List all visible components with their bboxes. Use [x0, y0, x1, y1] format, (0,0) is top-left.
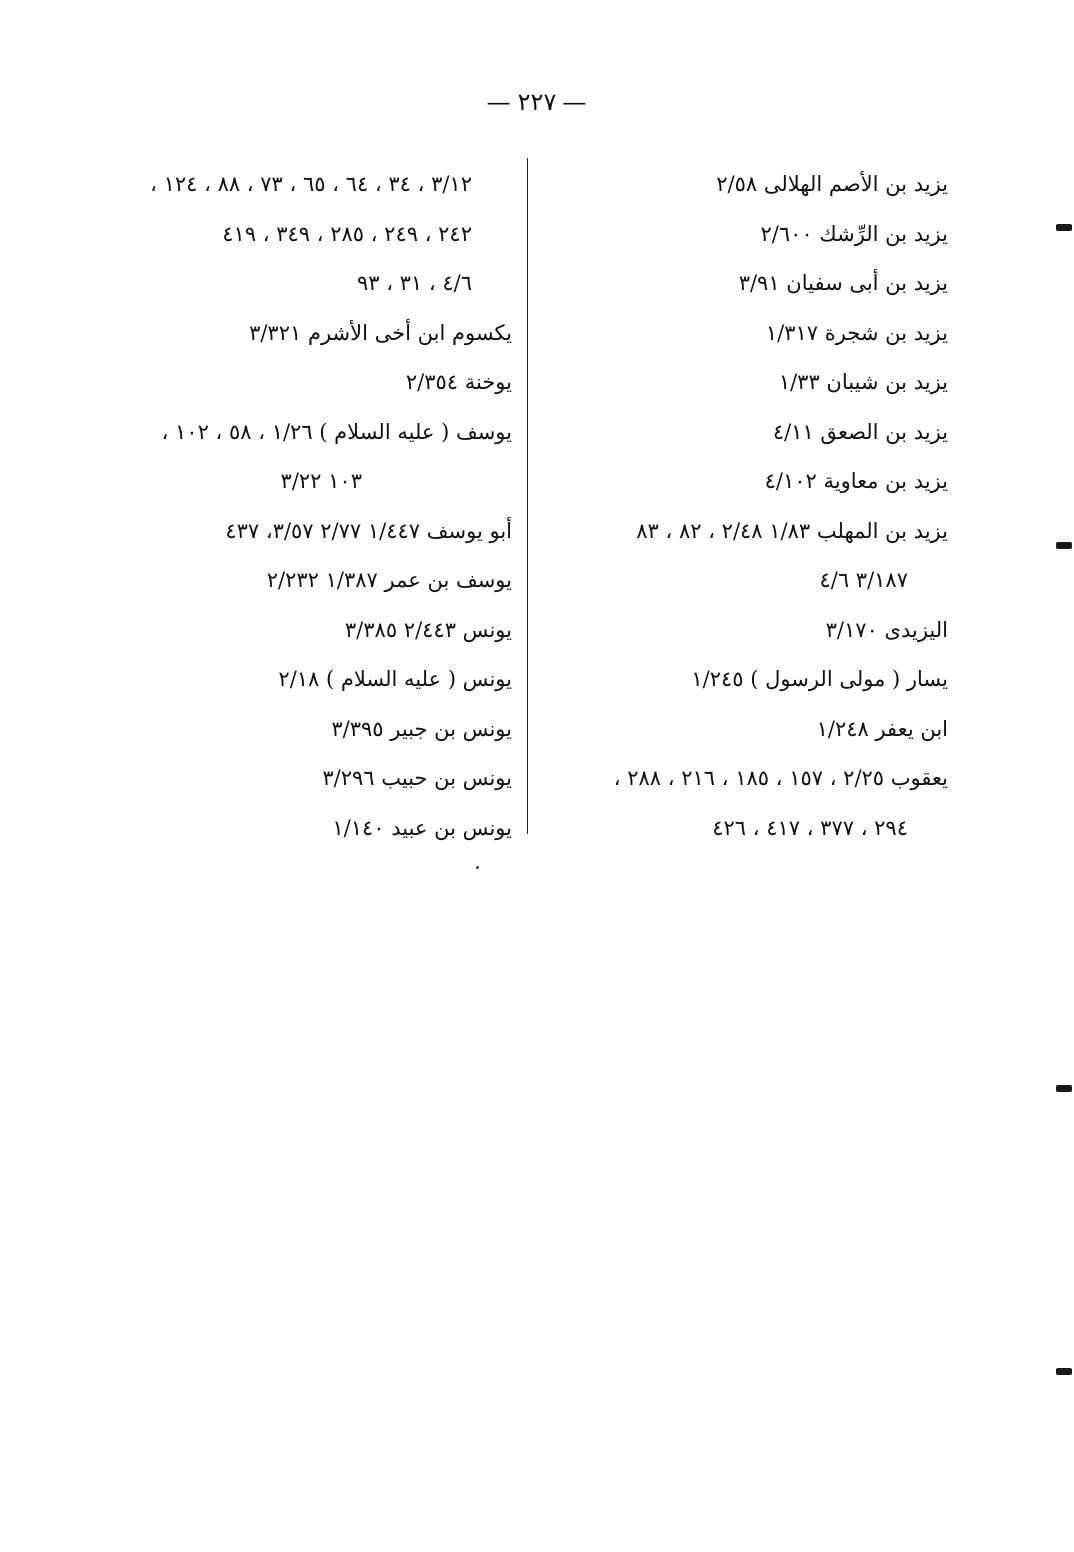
- index-entry: يونس ٢/٤٤٣ ٣/٣٨٥: [344, 617, 512, 642]
- index-entry: يزيد بن المهلب ١/٨٣ ٢/٤٨ ، ٨٢ ، ٨٣: [636, 518, 948, 543]
- edge-mark: [1056, 1368, 1072, 1375]
- index-entry-continuation: ٢٩٤ ، ٣٧٧ ، ٤١٧ ، ٤٢٦: [712, 815, 908, 840]
- index-entry: ابن يعفر ١/٢٤٨: [816, 716, 948, 741]
- index-entry: أبو يوسف ١/٤٤٧ ٢/٧٧ ٣/٥٧، ٤٣٧: [225, 518, 512, 543]
- index-entry: يزيد بن أبى سفيان ٣/٩١: [738, 271, 948, 295]
- index-entry: يعقوب ٢/٢٥ ، ١٥٧ ، ١٨٥ ، ٢١٦ ، ٢٨٨ ،: [613, 766, 948, 790]
- index-entry: يونس بن حبيب ٣/٢٩٦: [322, 766, 512, 790]
- left-column: [112, 160, 512, 853]
- edge-mark: [1056, 542, 1072, 549]
- edge-mark: [1056, 1085, 1072, 1092]
- index-entry: يزيد بن معاوية ٤/١٠٢: [764, 469, 948, 493]
- dash-left: —: [486, 88, 512, 116]
- index-entry: يوسف بن عمر ١/٣٨٧ ٢/٢٣٢: [266, 568, 512, 592]
- index-entry: يونس بن جبير ٣/٣٩٥: [331, 716, 512, 741]
- index-entry: يزيد بن الصعق ٤/١١: [772, 419, 948, 444]
- index-entry: يوخنة ٢/٣٥٤: [405, 370, 512, 394]
- index-entry: يونس ( عليه السلام ) ٢/١٨: [278, 667, 512, 691]
- index-entry: يزيد بن شيبان ١/٣٣: [778, 370, 948, 394]
- index-entry: يزيد بن شجرة ١/٣١٧: [765, 320, 948, 345]
- index-entry-continuation: ٣/١٢ ، ٣٤ ، ٦٤ ، ٦٥ ، ٧٣ ، ٨٨ ، ١٢٤ ،: [150, 172, 472, 196]
- index-entry-continuation: ٣/١٨٧ ٤/٦: [819, 568, 908, 592]
- index-entry: يزيد بن الأصم الهلالى ٢/٥٨: [716, 172, 948, 196]
- index-entry: يكسوم ابن أخى الأشرم ٣/٣٢١: [249, 320, 512, 345]
- index-entry: يسار ( مولى الرسول ) ١/٢٤٥: [691, 667, 948, 691]
- index-entry: يوسف ( عليه السلام ) ١/٢٦ ، ٥٨ ، ١٠٢ ،: [161, 419, 512, 444]
- column-divider: [527, 158, 528, 834]
- index-entry-continuation: ٢٤٢ ، ٢٤٩ ، ٢٨٥ ، ٣٤٩ ، ٤١٩: [222, 221, 472, 246]
- stray-dot: [476, 866, 479, 869]
- index-entry: يونس بن عبيد ١/١٤٠: [332, 815, 512, 840]
- index-entry-continuation: ٤/٦ ، ٣١ ، ٩٣: [356, 271, 472, 295]
- index-entry: اليزيدى ٣/١٧٠: [825, 617, 948, 642]
- page-number-text: ٢٢٧: [517, 88, 557, 116]
- index-entry-continuation: ١٠٣ ٣/٢٢: [280, 469, 362, 493]
- dash-right: —: [562, 88, 588, 116]
- page-number: [0, 88, 1074, 116]
- right-column: [538, 160, 948, 853]
- edge-mark: [1056, 224, 1072, 231]
- index-entry: يزيد بن الرِّشك ٢/٦٠٠: [760, 221, 948, 246]
